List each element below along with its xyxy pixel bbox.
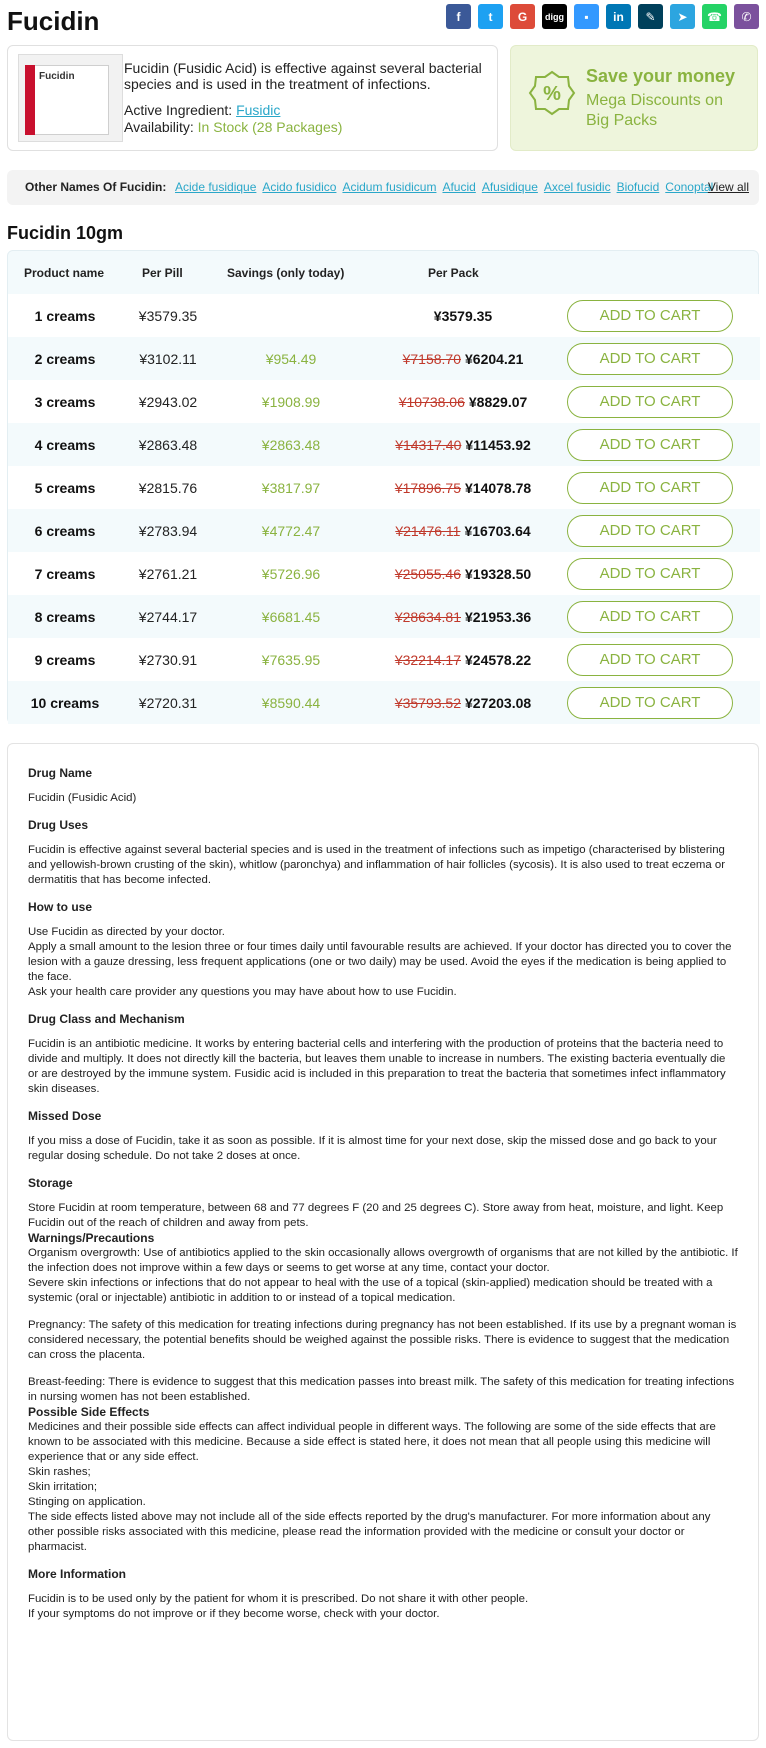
pack-price [363, 523, 563, 539]
product-summary [7, 45, 498, 151]
info-section-heading: How to use [28, 900, 93, 914]
info-section-text: If you miss a dose of Fucidin, take it as soon as possible. If it is almost time for your next dose, skip the missed dose and go back to your regular dosing schedule. Do not take 2 doses at once. [28, 1135, 717, 1162]
pack-price [363, 308, 563, 324]
savings-amount: ¥2863.48 [261, 437, 321, 453]
promo-subtitle: Mega Discounts on Big Packs [586, 92, 723, 129]
pack-name: 2 creams [34, 351, 96, 367]
savings-amount: ¥4772.47 [261, 523, 321, 539]
add-to-cart-button[interactable]: ADD TO CART [567, 300, 733, 332]
pricing-row [8, 337, 760, 380]
twitter-icon[interactable]: t [478, 4, 503, 29]
pack-price [363, 695, 563, 711]
info-section-text: Skin irritation; [28, 1481, 98, 1493]
add-to-cart-button[interactable]: ADD TO CART [567, 343, 733, 375]
other-name-link[interactable]: Afusidique [481, 180, 538, 194]
info-section-heading: Warnings/Precautions [28, 1231, 155, 1245]
view-all-link[interactable]: View all [707, 180, 749, 194]
info-section-text [28, 1306, 738, 1318]
current-price: ¥19328.50 [465, 566, 532, 582]
savings-amount: ¥954.49 [265, 351, 317, 367]
page-title: Fucidin [7, 6, 100, 36]
info-section-heading: Drug Uses [28, 818, 89, 832]
pricing-title: Fucidin 10gm [7, 223, 124, 243]
pricing-row [8, 638, 760, 681]
info-section-heading: Storage [28, 1176, 73, 1190]
pricing-row [8, 681, 760, 724]
product-image-label: Fucidin [39, 71, 75, 82]
info-section-text: Breast-feeding: There is evidence to suggest that this medication passes into breast milk. The safety of this medication for treating infections in nursing women has not been established. [28, 1376, 735, 1403]
old-price: ¥10738.06 [398, 394, 465, 410]
viber-icon[interactable]: ✆ [734, 4, 759, 29]
add-to-cart-button[interactable]: ADD TO CART [567, 687, 733, 719]
per-pill-price: ¥3102.11 [139, 351, 197, 367]
facebook-icon[interactable]: f [446, 4, 471, 29]
pack-name: 4 creams [34, 437, 96, 453]
delicious-icon[interactable]: ▪ [574, 4, 599, 29]
pack-price [363, 480, 563, 496]
availability-label: Availability: [124, 119, 194, 135]
other-name-link[interactable]: Acide fusidique [175, 180, 257, 194]
other-names-label: Other Names Of Fucidin: [25, 180, 167, 194]
savings-amount: ¥7635.95 [261, 652, 321, 668]
pack-price [363, 566, 563, 582]
per-pill-price: ¥2730.91 [138, 652, 198, 668]
add-to-cart-button[interactable]: ADD TO CART [567, 601, 733, 633]
pricing-row [8, 595, 760, 638]
info-section-text: Apply a small amount to the lesion three or four times daily until favourable results are achieved. If your doctor has directed you to cover the lesion with a gauze dressing, less frequent applications (one or two daily) may be used. Avoid the eyes if the medication is being applied to the face. [28, 941, 732, 983]
add-to-cart-button[interactable]: ADD TO CART [567, 472, 733, 504]
pack-name: 5 creams [34, 480, 96, 496]
info-section-text: Stinging on application. [28, 1496, 146, 1508]
drug-information [7, 743, 759, 1741]
info-section-heading: Missed Dose [28, 1109, 102, 1123]
google-plus-icon[interactable]: G [510, 4, 535, 29]
per-pill-price: ¥2815.76 [138, 480, 198, 496]
current-price: ¥16703.64 [464, 523, 531, 539]
other-name-link[interactable]: Conoptal [665, 180, 714, 194]
info-section-heading: Drug Name [28, 766, 93, 780]
header-savings: Savings (only today) [227, 266, 345, 280]
info-section-text: Store Fucidin at room temperature, between 68 and 77 degrees F (20 and 25 degrees C). Store away from heat, moisture, and light. Keep Fucidin out of the reach of children and away from pets. [28, 1202, 724, 1229]
old-price: ¥32214.17 [394, 652, 461, 668]
info-section-text: If your symptoms do not improve or if they become worse, check with your doctor. [28, 1608, 440, 1620]
info-section-heading: Drug Class and Mechanism [28, 1012, 185, 1026]
per-pill-price: ¥2863.48 [138, 437, 198, 453]
other-name-link[interactable]: Axcel fusidic [543, 180, 611, 194]
old-price: ¥28634.81 [394, 609, 461, 625]
info-section-text [28, 1363, 738, 1375]
info-section-heading: More Information [28, 1567, 126, 1581]
savings-amount: ¥6681.45 [261, 609, 321, 625]
info-section-text: Fucidin is an antibiotic medicine. It works by entering bacterial cells and interfering with the production of proteins that the bacteria need to divide and multiply. It does not directly kill the bacteria, but leaves them unable to increase in numbers. The existing bacteria eventually die or are destroyed by the immune system. Fusidic acid is included in this preparation to treat the bacteria that sometimes infect inflammatory skin diseases. [28, 1038, 726, 1095]
per-pill-price: ¥2943.02 [138, 394, 198, 410]
pack-price [363, 652, 563, 668]
pack-name: 3 creams [34, 394, 96, 410]
active-ingredient [124, 102, 280, 118]
add-to-cart-button[interactable]: ADD TO CART [567, 558, 733, 590]
add-to-cart-button[interactable]: ADD TO CART [567, 515, 733, 547]
availability [124, 119, 342, 135]
add-to-cart-button[interactable]: ADD TO CART [567, 386, 733, 418]
pricing-row [8, 552, 760, 595]
pricing-row [8, 423, 760, 466]
availability-value: In Stock (28 Packages) [197, 119, 343, 135]
drug-information-content [28, 766, 738, 1622]
savings-amount: ¥5726.96 [261, 566, 321, 582]
header-product-name: Product name [24, 266, 105, 280]
header-per-pill: Per Pill [142, 266, 183, 280]
linkedin-icon[interactable]: in [606, 4, 631, 29]
other-names-list [175, 180, 714, 196]
pricing-table [7, 250, 759, 724]
old-price: ¥35793.52 [394, 695, 461, 711]
pack-name: 7 creams [34, 566, 96, 582]
per-pill-price: ¥2720.31 [138, 695, 198, 711]
pricing-table-header [8, 251, 760, 294]
current-price: ¥21953.36 [465, 609, 532, 625]
product-image [18, 54, 123, 142]
product-description: Fucidin (Fusidic Acid) is effective against several bacterial species and is used in the treatment of infections. [124, 60, 482, 92]
pack-name: 6 creams [34, 523, 96, 539]
pack-name: 8 creams [34, 609, 96, 625]
digg-icon[interactable]: digg [542, 4, 567, 29]
per-pill-price: ¥2761.21 [138, 566, 198, 582]
old-price: ¥17896.75 [394, 480, 461, 496]
active-ingredient-label: Active Ingredient: [124, 102, 233, 118]
pack-name: 1 creams [34, 308, 96, 324]
svg-text:%: % [543, 83, 561, 105]
page-header [7, 4, 759, 38]
current-price: ¥14078.78 [465, 480, 532, 496]
pack-price [363, 394, 563, 410]
info-section-text: Ask your health care provider any questions you may have about how to use Fucidin. [28, 986, 457, 998]
current-price: ¥3579.35 [433, 308, 493, 324]
info-section-text: Organism overgrowth: Use of antibiotics applied to the skin occasionally allows overgrowth of organisms that are not killed by the antibiotic. If the infection does not improve within a few days or seems to get worse at any time, contact your doctor. [28, 1247, 738, 1274]
per-pill-price: ¥2744.17 [138, 609, 198, 625]
info-section-text: Severe skin infections or infections that do not appear to heal with the use of a topical (skin-applied) medication should be treated with a systemic (oral or injectable) antibiotic in addition to or instead of a topical medication. [28, 1277, 713, 1304]
pricing-row [8, 466, 760, 509]
old-price: ¥7158.70 [402, 351, 461, 367]
other-name-link[interactable]: Afucid [442, 180, 476, 194]
current-price: ¥24578.22 [465, 652, 532, 668]
pack-price [363, 609, 563, 625]
info-section-text: Use Fucidin as directed by your doctor. [28, 926, 225, 938]
header-per-pack: Per Pack [428, 266, 479, 280]
per-pill-price: ¥3579.35 [138, 308, 198, 324]
info-section-text: The side effects listed above may not include all of the side effects reported by the drug's manufacturer. For more information about any other possible risks associated with this medicine, please read the information provided with the medicine or consult your doctor or pharmacist. [28, 1511, 711, 1553]
savings-amount: ¥3817.97 [261, 480, 321, 496]
savings-amount: ¥8590.44 [261, 695, 321, 711]
per-pill-price: ¥2783.94 [138, 523, 198, 539]
info-section-text: Skin rashes; [28, 1466, 91, 1478]
current-price: ¥8829.07 [468, 394, 528, 410]
add-to-cart-button[interactable]: ADD TO CART [567, 429, 733, 461]
pricing-row [8, 294, 760, 337]
pricing-row [8, 509, 760, 552]
add-to-cart-button[interactable]: ADD TO CART [567, 644, 733, 676]
pack-price [363, 351, 563, 367]
info-section-text: Medicines and their possible side effects can affect individual people in different ways. The following are some of the side effects that are known to be associated with this medicine. Because a side effect is stated here, it does not mean that all people using this medicine will experience that or any side effect. [28, 1421, 716, 1463]
old-price: ¥25055.46 [394, 566, 461, 582]
old-price: ¥14317.40 [395, 437, 462, 453]
whatsapp-icon[interactable]: ☎ [702, 4, 727, 29]
current-price: ¥27203.08 [465, 695, 532, 711]
active-ingredient-link[interactable]: Fusidic [236, 102, 281, 118]
other-name-link[interactable]: Acido fusidico [262, 180, 337, 194]
promo-title: Save your money [586, 66, 736, 86]
old-price: ¥21476.11 [395, 523, 461, 539]
pricing-row [8, 380, 760, 423]
other-names-bar [7, 170, 759, 205]
info-section-heading: Possible Side Effects [28, 1405, 150, 1419]
info-section-text: Fucidin is effective against several bacterial species and is used in the treatment of infections such as impetigo (characterised by blistering and yellowish-brown crusting of the skin), whitlow (paronchya) and inflammation of hair follicles (sycosis). It is also used to treat eczema or dermatitis that has become infected. [28, 844, 726, 886]
info-section-text: Fucidin (Fusidic Acid) [28, 792, 137, 804]
current-price: ¥6204.21 [465, 351, 524, 367]
savings-amount: ¥1908.99 [261, 394, 321, 410]
current-price: ¥11453.92 [465, 437, 531, 453]
info-section-text: Fucidin is to be used only by the patient for whom it is prescribed. Do not share it with other people. [28, 1593, 529, 1605]
pack-name: 9 creams [34, 652, 96, 668]
info-section-text: Pregnancy: The safety of this medication for treating infections during pregnancy has not been established. If its use by a pregnant woman is considered necessary, the potential benefits should be weighed against the possible risks. There is evidence to suggest that the medication can cross the placenta. [28, 1319, 737, 1361]
other-name-link[interactable]: Acidum fusidicum [342, 180, 437, 194]
discount-percent-icon [529, 70, 575, 116]
social-share-bar [446, 4, 759, 29]
livejournal-icon[interactable]: ✎ [638, 4, 663, 29]
pack-price [363, 437, 563, 453]
other-name-link[interactable]: Biofucid [616, 180, 660, 194]
telegram-icon[interactable]: ➤ [670, 4, 695, 29]
promo-banner [510, 45, 758, 151]
pack-name: 10 creams [30, 695, 100, 711]
